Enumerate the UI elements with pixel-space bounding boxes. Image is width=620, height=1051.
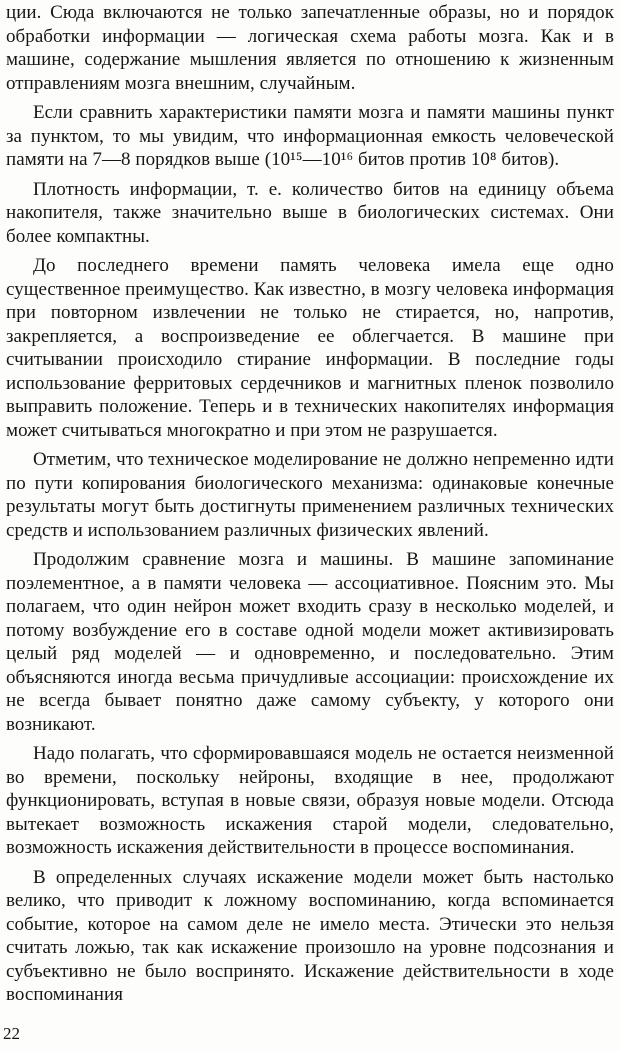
paragraph-8: В определенных случаях искажение модели может быть настолько велико, что приводит к ложному воспоминанию, когда вспоминается событие, которое на самом деле не имело места. Этически это нельзя считать ложью, так как искажение произошло на уровне подсознания и субъективно не было воспринято. Искажение действительности в ходе воспоминания bbox=[6, 866, 614, 1005]
paragraph-1: ции. Сюда включаются не только запечатленные образы, но и порядок обработки информации — логическая схема работы мозга. Как и в машине, содержание мышления является по отношению к жизненным отправлениям мозга внешним, случайным. bbox=[6, 2, 614, 94]
page-text-body bbox=[6, 1, 614, 1013]
paragraph-3: Плотность информации, т. е. количество битов на единицу объема накопителя, также значительно выше в биологических системах. Они более компактны. bbox=[6, 178, 614, 247]
page-number: 22 bbox=[3, 1024, 20, 1043]
paragraph-7: Надо полагать, что сформировавшаяся модель не остается неизменной во времени, поскольку нейроны, входящие в нее, продолжают функционировать, вступая в новые связи, образуя новые модели. Отсюда вытекает возможность искажения старой модели, следовательно, возможность искажения действительности в процессе воспоминания. bbox=[6, 743, 614, 858]
paragraph-4: До последнего времени память человека имела еще одно существенное преимущество. Как известно, в мозгу человека информация при повторном извлечении не только не стирается, но, напротив, закрепляется, а воспроизведение ее облегчается. В машине при считывании происходило стирание информации. В последние годы использование ферритовых сердечников и магнитных пленок позволило выправить положение. Теперь и в технических накопителях информация может считываться многократно и при этом не разрушается. bbox=[6, 255, 614, 441]
paragraph-6: Продолжим сравнение мозга и машины. В машине запоминание поэлементное, а в памяти человека — ассоциативное. Поясним это. Мы полагаем, что один нейрон может входить сразу в несколько моделей, и потому возбуждение его в составе одной модели может активизировать целый ряд моделей — и одновременно, и последовательно. Этим объясняются иногда весьма причудливые ассоциации: происхождение их не всегда бывает понятно даже самому субъекту, у которого они возникают. bbox=[6, 549, 614, 735]
paragraph-5: Отметим, что техническое моделирование не должно непременно идти по пути копирования биологического механизма: одинаковые конечные результаты могут быть достигнуты применением различных технических средств и использованием различных физических явлений. bbox=[6, 449, 614, 541]
paragraph-2: Если сравнить характеристики памяти мозга и памяти машины пункт за пунктом, то мы увидим, что информационная емкость человеческой памяти на 7—8 порядков выше (10¹⁵—10¹⁶ битов против 10⁸ битов). bbox=[6, 102, 614, 170]
